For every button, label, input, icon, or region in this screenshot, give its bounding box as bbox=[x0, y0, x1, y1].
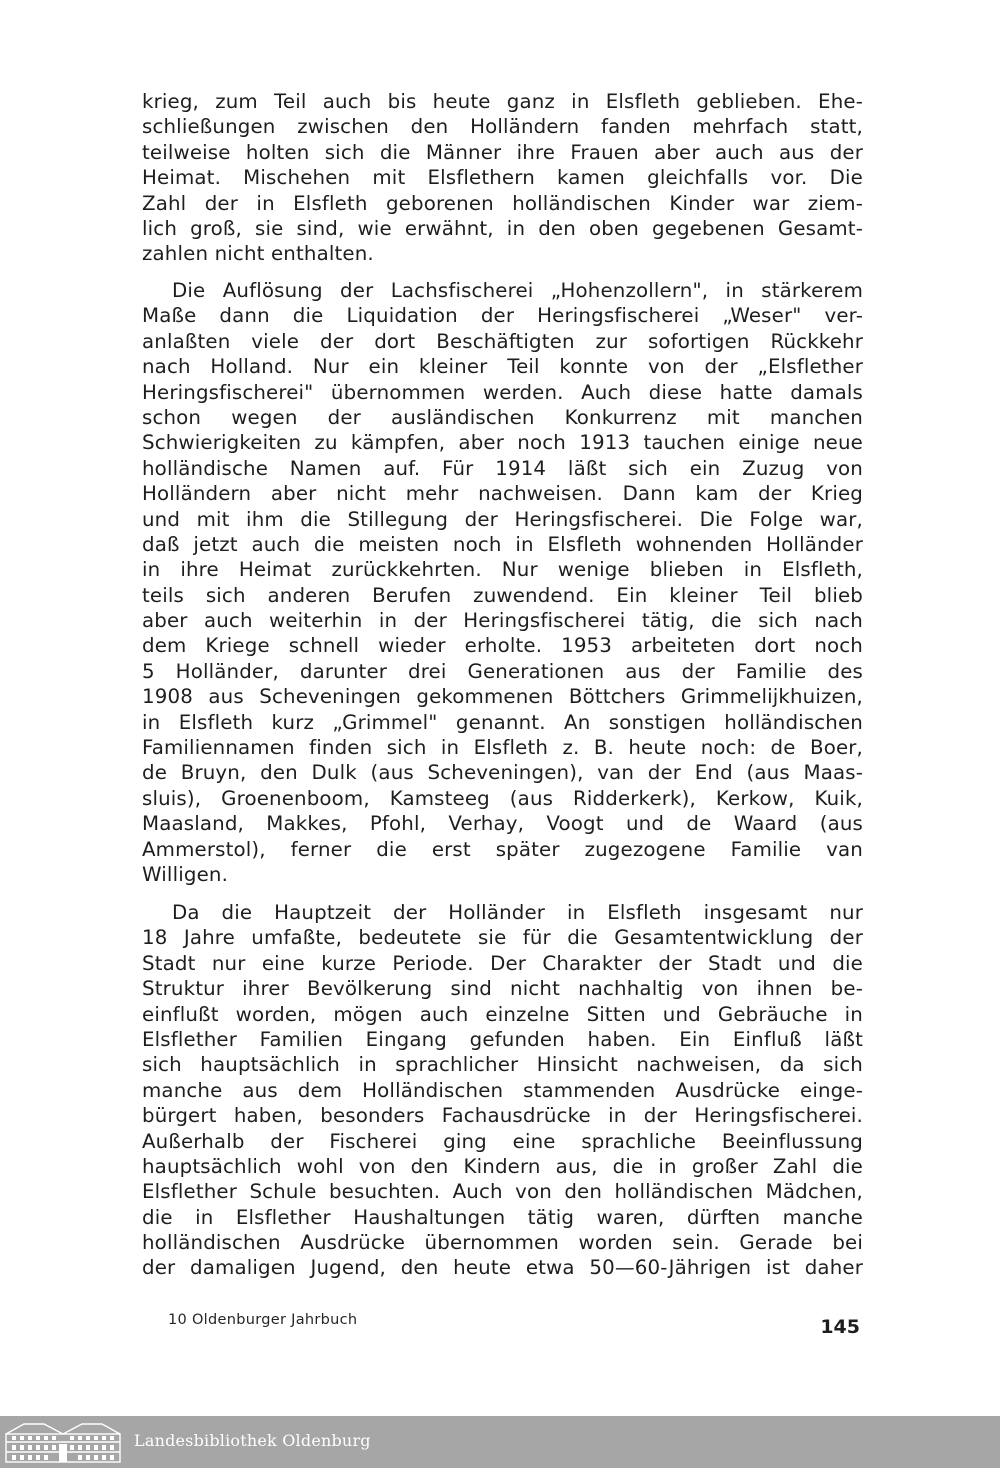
text-line: de Bruyn, den Dulk (aus Scheveningen), van der End (aus Maas- bbox=[142, 761, 863, 785]
text-line: Struktur ihrer Bevölkerung sind nicht nachhaltig von ihnen be- bbox=[142, 977, 863, 1001]
text-line: holländischen Ausdrücke übernommen worden sein. Gerade bei bbox=[142, 1231, 863, 1255]
text-line: Willigen. bbox=[142, 862, 229, 886]
text-line: 1908 aus Scheveningen gekommenen Böttchers Grimmelijkhuizen, bbox=[142, 685, 863, 709]
text-line: sich hauptsächlich in sprachlicher Hinsicht nachweisen, da sich bbox=[142, 1053, 863, 1077]
text-line: teilweise holten sich die Männer ihre Frauen aber auch aus der bbox=[142, 140, 863, 164]
text-line: Zahl der in Elsfleth geborenen holländischen Kinder war ziem- bbox=[142, 191, 863, 215]
text-line: Familiennamen finden sich in Elsfleth z. B. heute noch: de Boer, bbox=[142, 736, 863, 760]
text-line: Elsflether Familien Eingang gefunden haben. Ein Einfluß läßt bbox=[142, 1027, 863, 1051]
text-line: anlaßten viele der dort Beschäftigten zur sofortigen Rückkehr bbox=[142, 329, 863, 353]
text-line: Schwierigkeiten zu kämpfen, aber noch 1913 tauchen einige neue bbox=[142, 431, 863, 455]
text-line: 18 Jahre umfaßte, bedeutete sie für die Gesamtentwicklung der bbox=[142, 926, 863, 950]
page-number: 145 bbox=[820, 1316, 860, 1338]
library-name: Landesbibliothek Oldenburg bbox=[134, 1431, 371, 1450]
text-line: schon wegen der ausländischen Konkurrenz mit manchen bbox=[142, 405, 863, 429]
paragraph-1 bbox=[142, 89, 863, 267]
text-line: 5 Holländer, darunter drei Generationen aus der Familie des bbox=[142, 659, 863, 683]
text-line: daß jetzt auch die meisten noch in Elsfleth wohnenden Holländer bbox=[142, 532, 863, 556]
text-line: in ihre Heimat zurückkehrten. Nur wenige blieben in Elsfleth, bbox=[142, 558, 863, 582]
text-line: aber auch weiterhin in der Heringsfischerei tätig, die sich nach bbox=[142, 609, 863, 633]
library-building-icon bbox=[4, 1420, 122, 1464]
text-line: Maasland, Makkes, Pfohl, Verhay, Voogt und de Waard (aus bbox=[142, 812, 863, 836]
text-line: lich groß, sie sind, wie erwähnt, in den oben gegebenen Gesamt- bbox=[142, 216, 863, 240]
text-line: Holländern aber nicht mehr nachweisen. Dann kam der Krieg bbox=[142, 482, 863, 506]
text-line: Die Auflösung der Lachsfischerei „Hohenzollern", in stärkerem bbox=[172, 279, 863, 302]
paragraph-2 bbox=[142, 278, 863, 887]
text-line: Maße dann die Liquidation der Heringsfischerei „Weser" ver- bbox=[142, 304, 863, 328]
text-line: Da die Hauptzeit der Holländer in Elsfleth insgesamt nur bbox=[172, 901, 863, 924]
text-line: Außerhalb der Fischerei ging eine sprachliche Beeinflussung bbox=[142, 1129, 863, 1153]
text-line: sluis), Groenenboom, Kamsteeg (aus Ridderkerk), Kerkow, Kuik, bbox=[142, 786, 863, 810]
text-line: Heimat. Mischehen mit Elsflethern kamen gleichfalls vor. Die bbox=[142, 166, 863, 190]
signature-mark: 10 Oldenburger Jahrbuch bbox=[168, 1312, 358, 1328]
text-line: nach Holland. Nur ein kleiner Teil konnte von der „Elsflether bbox=[142, 355, 863, 379]
text-line: schließungen zwischen den Holländern fanden mehrfach statt, bbox=[142, 115, 863, 139]
text-line: Heringsfischerei" übernommen werden. Auch diese hatte damals bbox=[142, 380, 863, 404]
text-line: der damaligen Jugend, den heute etwa 50—60-Jährigen ist daher bbox=[142, 1256, 863, 1280]
text-line: holländische Namen auf. Für 1914 läßt sich ein Zuzug von bbox=[142, 456, 863, 480]
text-line: einflußt worden, mögen auch einzelne Sitten und Gebräuche in bbox=[142, 1002, 863, 1026]
text-line: Ammerstol), ferner die erst später zugezogene Familie van bbox=[142, 837, 863, 861]
text-line: in Elsfleth kurz „Grimmel" genannt. An sonstigen holländischen bbox=[142, 710, 863, 734]
text-line: Elsflether Schule besuchten. Auch von den holländischen Mädchen, bbox=[142, 1180, 863, 1204]
text-line: krieg, zum Teil auch bis heute ganz in Elsfleth geblieben. Ehe- bbox=[142, 90, 863, 113]
text-line: zahlen nicht enthalten. bbox=[142, 242, 374, 266]
library-banner bbox=[0, 1416, 1000, 1468]
text-line: dem Kriege schnell wieder erholte. 1953 arbeiteten dort noch bbox=[142, 634, 863, 658]
text-line: bürgert haben, besonders Fachausdrücke in der Heringsfischerei. bbox=[142, 1104, 863, 1128]
text-line: und mit ihm die Stillegung der Heringsfischerei. Die Folge war, bbox=[142, 507, 863, 531]
text-line: manche aus dem Holländischen stammenden Ausdrücke einge- bbox=[142, 1078, 863, 1102]
text-line: teils sich anderen Berufen zuwendend. Ein kleiner Teil blieb bbox=[142, 583, 863, 607]
text-line: die in Elsflether Haushaltungen tätig waren, dürften manche bbox=[142, 1205, 863, 1229]
text-line: Stadt nur eine kurze Periode. Der Charakter der Stadt und die bbox=[142, 951, 863, 975]
text-line: hauptsächlich wohl von den Kindern aus, die in großer Zahl die bbox=[142, 1154, 863, 1178]
paragraph-3 bbox=[142, 900, 863, 1281]
